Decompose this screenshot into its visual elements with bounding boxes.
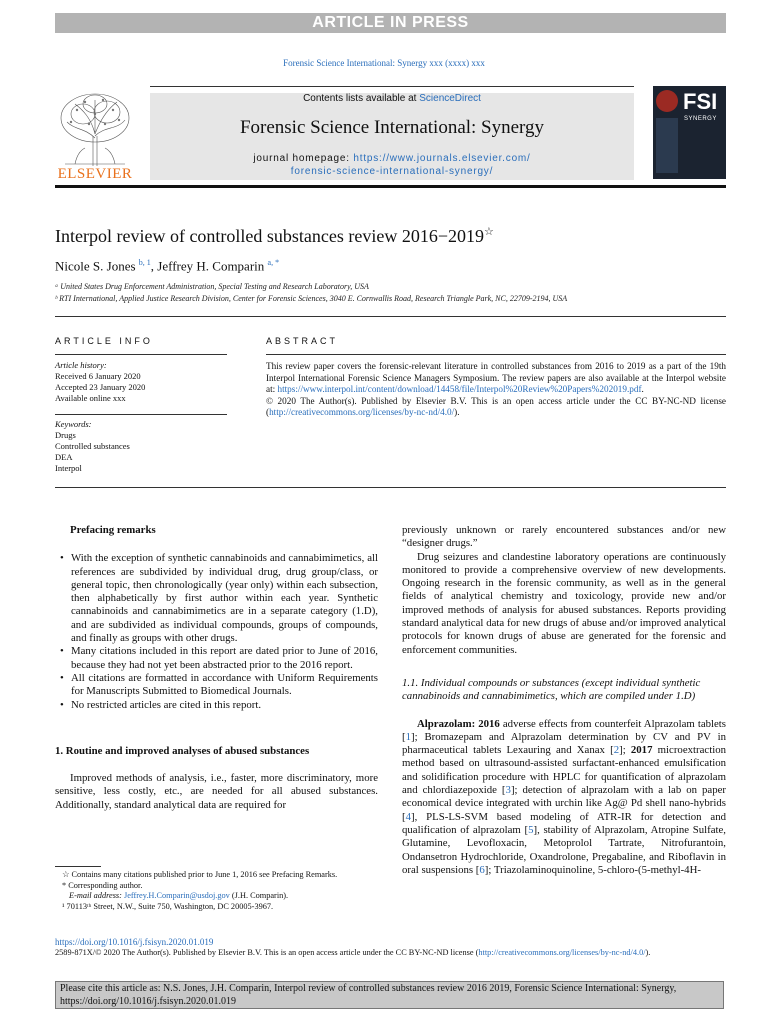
- issn-license-link[interactable]: http://creativecommons.org/licenses/by-nc-nd/4.0/: [478, 948, 646, 957]
- ref-link[interactable]: 5: [528, 823, 534, 836]
- alp-text: adverse effects from counterfeit Alprazolam tablets [: [402, 717, 726, 743]
- alp-text: microextraction method based on ultrasound-assisted surfactant-enhanced emulsification and solidification procedure with HPLC for quantification of alprazolam and chlordiazepoxide [: [402, 744, 726, 797]
- issn-line: [55, 948, 726, 959]
- article-info-rule: [55, 354, 227, 355]
- keyword-item: Controlled substances: [55, 441, 130, 451]
- affiliation-rule: [55, 316, 726, 317]
- journal-citation-link[interactable]: Forensic Science International: Synergy xxx (xxxx) xxx: [283, 58, 485, 68]
- elsevier-wordmark: ELSEVIER: [57, 166, 133, 182]
- ref-link[interactable]: 4: [405, 810, 412, 823]
- footnote-rule: [55, 866, 101, 867]
- header-thick-rule: [55, 185, 726, 188]
- article-info-heading: ARTICLE INFO: [55, 336, 153, 346]
- please-cite-box: Please cite this article as: N.S. Jones, J.H. Comparin, Interpol review of controlled substances review 2016 2019, Forensic Science International: Synergy, https://doi.org/10.1016/j.fsisyn.2020.01.019: [55, 981, 724, 1009]
- abstract-heading: ABSTRACT: [266, 336, 339, 346]
- footnote-star: ☆ Contains many citations published prior to June 1, 2016 see Prefacing Remarks.: [62, 870, 338, 879]
- author-jones-affil[interactable]: b, 1: [138, 258, 151, 267]
- history-label: Article history:: [55, 360, 107, 370]
- title-footnote-mark[interactable]: ☆: [484, 226, 494, 238]
- contents-prefix: Contents lists available at: [303, 93, 420, 104]
- bullet-item: • With the exception of synthetic cannabinoids and cannabimimetics, all references are subdivided by individual drug, drug group/class, or general topic, then chronologically (year only) within each subsection, then alphabetically by first author within each year. Synthetic cannabinoids and cannabimimetics are in a separate category (1.D), and are subdivided as individual compounds, groups of compounds, and finally as groups with other drugs.: [55, 552, 378, 645]
- email-suffix: (J.H. Comparin).: [229, 891, 289, 900]
- author-comparin: , Jeffrey H. Comparin: [150, 258, 268, 274]
- alp-text: ]; Triazolaminoquinoline, 5-chloro-(5-methyl-4H-: [484, 863, 701, 876]
- accepted-date: Accepted 23 January 2020: [55, 382, 146, 392]
- online-date: Available online xxx: [55, 393, 126, 403]
- affiliation-b: ᵇ RTI International, Applied Justice Research Division, Center for Forensic Sciences, 3040 E. Cornwallis Road, Research Triangle Park, NC, 22709-2194, USA: [55, 294, 568, 303]
- license-link[interactable]: http://creativecommons.org/licenses/by-nc-nd/4.0/: [269, 407, 455, 418]
- abstract-text: This review paper covers the forensic-relevant literature in controlled substances from 2016 to 2019 as a part of the 19th Interpol International Forensic Science Managers Symposium. The review papers are also available at the Interpol website at:: [266, 361, 726, 395]
- article-title-text: Interpol review of controlled substances review 2016−2019: [55, 226, 485, 246]
- right-column: [402, 524, 726, 877]
- bullet-item: • No restricted articles are cited in this report.: [55, 699, 378, 712]
- author-comparin-affil[interactable]: a, *: [267, 258, 280, 267]
- received-date: Received 6 January 2020: [55, 371, 141, 381]
- homepage-url-part1[interactable]: https://www.journals.elsevier.com/: [353, 153, 531, 164]
- abstract-body: This review paper covers the forensic-relevant literature in controlled substances from 2016 to 2019 as a part of the 19th Interpol International Forensic Science Managers Symposium. The review papers are also available at the Interpol website at: https://www.interpol.int/content/download/14458/file/Interpol%20Review%20Papers%202019.pdf. © 2020 The Author(s). Published by Elsevier B.V. This is an open access article under the CC BY-NC-ND license (http://creativecommons.org/licenses/by-nc-nd/4.0/).: [266, 361, 726, 418]
- abstract-copyright: © 2020 The Author(s). Published by Elsevier B.V. This is an open access article under the CC BY-NC-ND license (: [266, 395, 726, 418]
- footnote-corresponding: * Corresponding author.: [62, 880, 143, 890]
- subsection-1-1-heading: 1.1. Individual compounds or substances (except individual synthetic cannabinoids and cannabimimetics, which are compiled under 1.D): [402, 676, 701, 703]
- left-column: [55, 524, 378, 812]
- author-jones: Nicole S. Jones: [55, 258, 139, 274]
- alp-text: ]; detection of alprazolam with a lab on paper economical device integrated with urchin like Ag@ Pd shell nano-hybrids [: [402, 784, 726, 823]
- keyword-item: Drugs: [55, 430, 76, 440]
- alp-text: ], PLS-LS-SVM based modeling of ATR-IR for detection and qualification of alprazolam [: [402, 810, 726, 836]
- footnote-one: ¹ 70113ᵗʰ Street, N.W., Suite 750, Washington, DC 20005-3967.: [62, 901, 274, 911]
- alprazolam-para: [402, 718, 726, 878]
- article-title: [55, 225, 494, 247]
- article-history: [55, 360, 227, 404]
- interpol-pdf-link[interactable]: https://www.interpol.int/content/download/14458/file/Interpol%20Review%20Papers%202019.pdf: [277, 384, 642, 395]
- doi-link[interactable]: https://doi.org/10.1016/j.fsisyn.2020.01.019: [55, 937, 214, 947]
- ref-link[interactable]: 1: [405, 730, 412, 743]
- alp-text: ];: [619, 744, 631, 757]
- sciencedirect-link[interactable]: ScienceDirect: [419, 93, 481, 104]
- journal-cover-image: [653, 86, 726, 179]
- ref-link[interactable]: 3: [505, 784, 511, 797]
- keywords-block: [55, 419, 227, 474]
- email-label: E-mail address:: [69, 891, 124, 900]
- abstract-bottom-rule: [55, 487, 726, 488]
- cover-subtitle: SYNERGY: [684, 116, 717, 122]
- email-link[interactable]: Jeffrey.H.Comparin@usdoj.gov: [124, 891, 230, 900]
- contents-line: [150, 93, 634, 104]
- alp-text: ]; Bromazepam and Alprazolam determination by CV and PV in pharmaceutical tablets Lexauring and Xanax [: [402, 730, 726, 757]
- year-2017: 2017: [630, 744, 653, 757]
- right-para-1: previously unknown or rarely encountered substances and/or new “designer drugs.”: [402, 524, 726, 550]
- prefacing-heading: Prefacing remarks: [70, 524, 156, 536]
- issn-close: ).: [645, 948, 651, 957]
- right-para-2: Drug seizures and clandestine laboratory operations are continuously monitored to provide a comprehensive overview of new developments. Ongoing research in the forensic community, as well as in the general fields of analytical chemistry and toxicology, provide new and/or improved methods of analysis for abused substances. Reports providing standard analytical data for new drugs of abuse and/or improved analytical protocols for known drugs of abuse are generated for the forensic and enforcement communities.: [402, 550, 726, 656]
- abstract-rule: [266, 354, 726, 355]
- issn-text: 2589-871X/© 2020 The Author(s). Published by Elsevier B.V. This is an open access article under the CC BY-NC-ND license (: [55, 948, 479, 957]
- journal-homepage: [150, 152, 634, 178]
- footnotes: [55, 870, 378, 912]
- bullet-item: • All citations are formatted in accordance with Uniform Requirements for Manuscripts Submitted to Biomedical Journals.: [55, 672, 378, 699]
- header-top-rule: [150, 86, 634, 87]
- homepage-url-part2[interactable]: forensic-science-international-synergy/: [290, 166, 494, 177]
- keywords-rule: [55, 414, 227, 415]
- article-in-press-banner: ARTICLE IN PRESS: [55, 13, 726, 33]
- journal-title: Forensic Science International: Synergy: [239, 117, 545, 138]
- bullet-item: • Many citations included in this report are dated prior to June of 2016, because they had not yet been abstracted prior to the 2016 report.: [55, 645, 378, 672]
- footnote-email: [55, 891, 378, 902]
- ref-link[interactable]: 6: [479, 863, 485, 876]
- section-1-heading: 1. Routine and improved analyses of abused substances: [55, 744, 310, 757]
- section-1-para: Improved methods of analysis, i.e., faster, more discriminatory, more sensitive, less costly, etc., are needed for all abused substances. Additionally, standard analytical data are required for: [55, 772, 378, 811]
- keywords-label: Keywords:: [55, 419, 92, 429]
- ref-link[interactable]: 2: [613, 744, 620, 757]
- keyword-item: Interpol: [55, 463, 82, 473]
- homepage-prefix: journal homepage:: [253, 153, 354, 164]
- affiliation-a: ᵃ United States Drug Enforcement Administration, Special Testing and Research Laboratory, USA: [55, 282, 369, 291]
- abstract-close: ).: [454, 407, 460, 418]
- cover-title: FSI: [683, 89, 718, 114]
- alprazolam-label: Alprazolam: 2016: [417, 717, 500, 730]
- author-list: [55, 258, 279, 274]
- keyword-item: DEA: [55, 452, 73, 462]
- alp-text: ], stability of Alprazolam, Atropine Sulfate, Glutamine, Levofloxacin, Metoprolol Tartrate, Nitrofurantoin, Ondansetron Hydrochloride, Oxandrolone, Pregabaline, and Riboflavin in oral suspensions [: [402, 823, 726, 876]
